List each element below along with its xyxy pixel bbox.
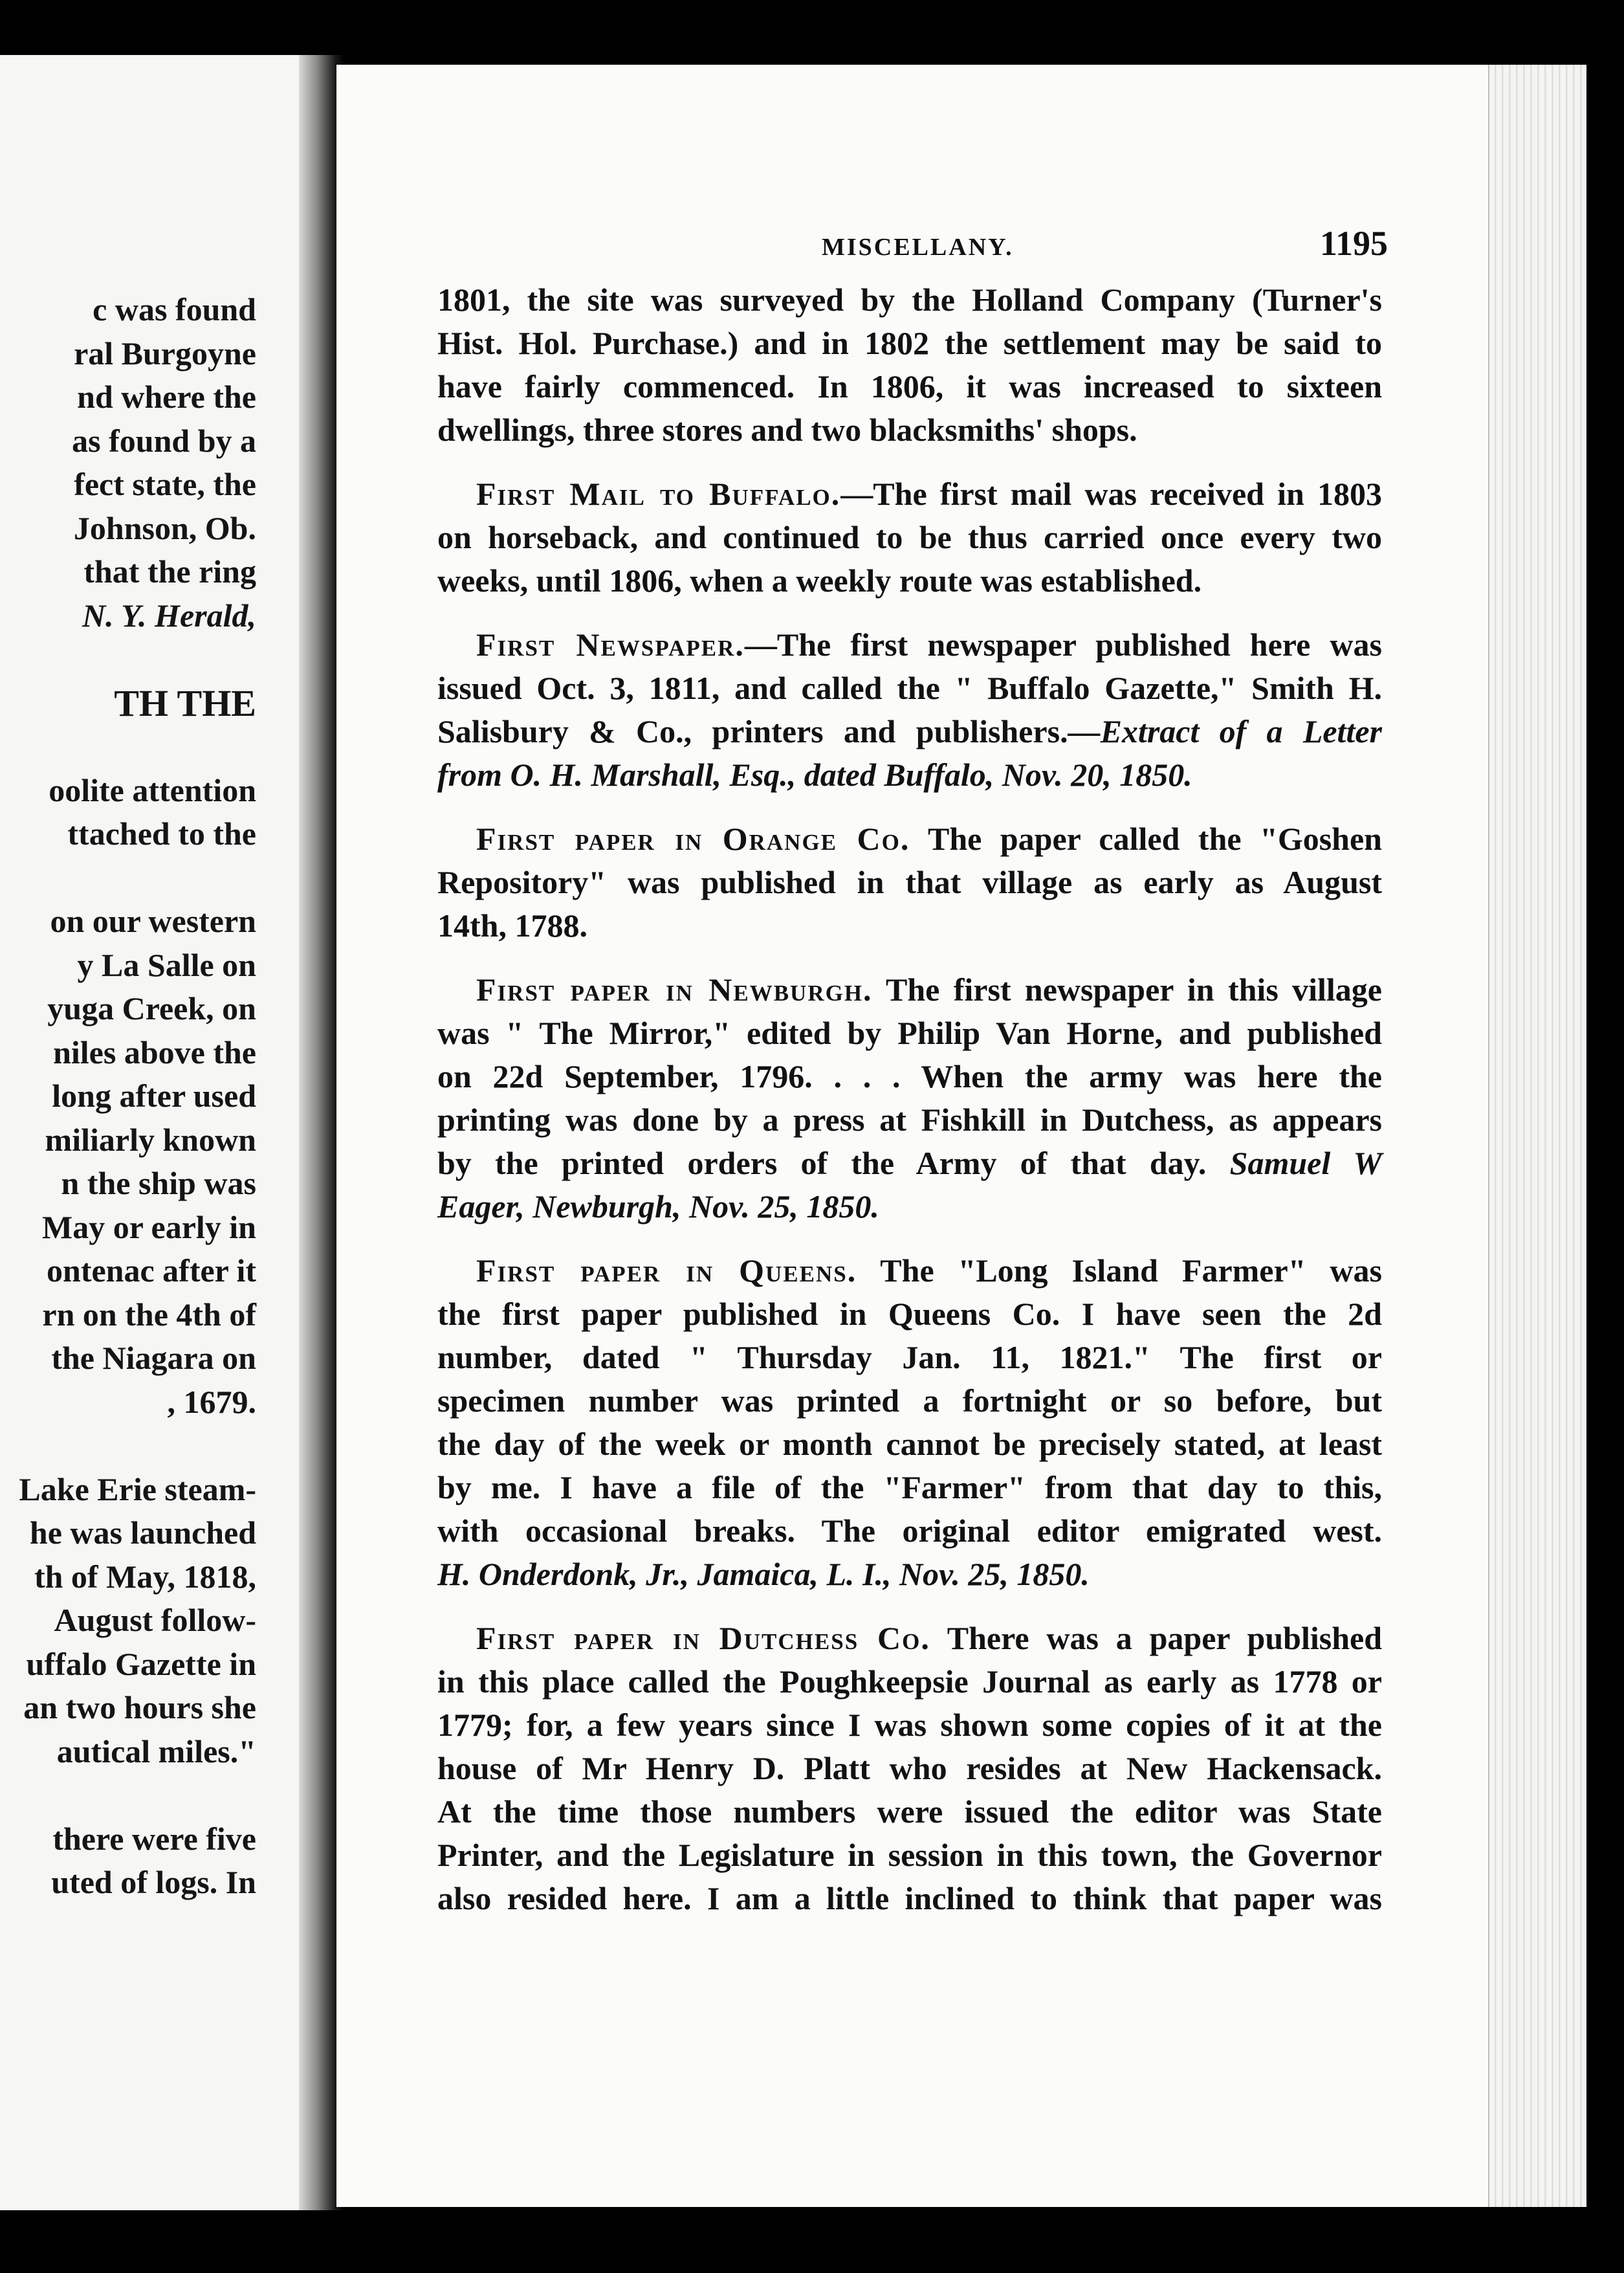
body-text <box>437 278 1382 1941</box>
text-line: First Mail to Buffalo.—The first mail was received in 1803 <box>476 476 1382 512</box>
text-line: First Newspaper.—The first newspaper published here was <box>476 626 1382 663</box>
left-line: autical miles." <box>56 1733 256 1769</box>
text-line: 1779; for, a few years since I was shown some copies of it at the <box>437 1707 1382 1743</box>
paragraph-orange-co <box>437 817 1382 948</box>
left-line: an two hours she <box>23 1689 256 1725</box>
text-line: on horseback, and continued to be thus carried once every two <box>437 519 1382 555</box>
text-line: house of Mr Henry D. Platt who resides at New Hackensack. <box>437 1750 1382 1786</box>
left-line: ral Burgoyne <box>74 335 256 371</box>
text-line: First paper in Dutchess Co. There was a paper published <box>476 1620 1382 1656</box>
text-line: Salisbury & Co., printers and publishers.—Extract of a Letter <box>437 713 1382 749</box>
section-heading: First paper in Queens. <box>476 1252 857 1289</box>
page-number: 1195 <box>1320 224 1388 263</box>
left-line: that the ring <box>83 553 256 590</box>
left-page-text <box>0 288 299 1905</box>
left-line: miliarly known <box>45 1121 256 1158</box>
text-line: First paper in Queens. The "Long Island Farmer" was <box>476 1252 1382 1289</box>
left-line: n the ship was <box>61 1165 256 1201</box>
text-line: in this place called the Poughkeepsie Journal as early as 1778 or <box>437 1663 1382 1700</box>
left-line: y La Salle on <box>77 946 256 983</box>
text-line: from O. H. Marshall, Esq., dated Buffalo, Nov. 20, 1850. <box>437 757 1192 793</box>
paragraph-newburgh <box>437 968 1382 1228</box>
left-line: N. Y. Herald, <box>82 597 256 634</box>
left-line: nd where the <box>77 379 256 415</box>
text-line: 1801, the site was surveyed by the Holland Company (Turner's <box>437 282 1382 318</box>
left-line: fect state, the <box>74 466 256 502</box>
text-line: First paper in Orange Co. The paper called the "Goshen <box>476 821 1382 857</box>
left-line: Johnson, Ob. <box>73 509 256 546</box>
left-line: th of May, 1818, <box>34 1558 256 1595</box>
left-page <box>0 55 299 2210</box>
text-line: First paper in Newburgh. The first newspaper in this village <box>476 971 1382 1008</box>
section-heading: First paper in Newburgh. <box>476 971 873 1008</box>
paragraph-queens <box>437 1249 1382 1596</box>
text-line: weeks, until 1806, when a weekly route was established. <box>437 562 1202 599</box>
left-line: rn on the 4th of <box>42 1296 256 1333</box>
text-line: with occasional breaks. The original editor emigrated west. <box>437 1513 1382 1549</box>
text-line: issued Oct. 3, 1811, and called the " Buffalo Gazette," Smith H. <box>437 670 1382 706</box>
paragraph-first-mail <box>437 472 1382 603</box>
left-line: uted of logs. In <box>51 1864 256 1900</box>
left-line: Lake Erie steam- <box>19 1470 256 1507</box>
section-heading: First Mail to Buffalo. <box>476 476 841 512</box>
section-heading: First paper in Orange Co. <box>476 821 910 857</box>
left-line: long after used <box>52 1078 256 1114</box>
left-line <box>0 1424 299 1468</box>
section-heading: First Newspaper. <box>476 626 745 663</box>
left-line: niles above the <box>53 1034 256 1070</box>
paragraph-dutchess-co <box>437 1617 1382 1920</box>
left-line: there were five <box>52 1820 256 1857</box>
left-line: the Niagara on <box>51 1340 256 1376</box>
page-fore-edge <box>1488 65 1586 2207</box>
left-line <box>0 1773 299 1817</box>
left-line: August follow- <box>54 1602 256 1638</box>
text-line: 14th, 1788. <box>437 907 587 944</box>
text-line: printing was done by a press at Fishkill in Dutchess, as appears <box>437 1102 1382 1138</box>
left-line: , 1679. <box>167 1383 256 1420</box>
left-line: uffalo Gazette in <box>26 1645 256 1682</box>
text-line: the first paper published in Queens Co. I have seen the 2d <box>437 1296 1382 1332</box>
text-line: the day of the week or month cannot be precisely stated, at least <box>437 1426 1382 1462</box>
text-line: Hist. Hol. Purchase.) and in 1802 the settlement may be said to <box>437 325 1382 361</box>
text-line: At the time those numbers were issued the editor was State <box>437 1793 1382 1830</box>
left-line: c was found <box>93 291 256 327</box>
left-line: oolite attention <box>49 771 256 808</box>
paragraph-buffalo-settlement <box>437 278 1382 452</box>
paragraph-first-newspaper <box>437 623 1382 797</box>
text-line: by the printed orders of the Army of that day. Samuel W <box>437 1145 1383 1181</box>
left-heading: TH THE <box>114 682 256 724</box>
left-line: ttached to the <box>67 815 256 852</box>
text-line: Printer, and the Legislature in session in this town, the Governor <box>437 1837 1382 1873</box>
text-line: was " The Mirror," edited by Philip Van Horne, and published <box>437 1015 1382 1051</box>
text-line: have fairly commenced. In 1806, it was increased to sixteen <box>437 368 1382 405</box>
text-line: also resided here. I am a little inclined to think that paper was <box>437 1880 1382 1916</box>
left-line <box>0 856 299 900</box>
left-line: on our western <box>50 903 256 939</box>
left-line: ontenac after it <box>47 1252 256 1289</box>
left-line: yuga Creek, on <box>47 990 256 1026</box>
left-line: he was launched <box>29 1514 256 1551</box>
text-line: number, dated " Thursday Jan. 11, 1821." The first or <box>437 1339 1382 1375</box>
left-line <box>0 725 299 769</box>
text-line: H. Onderdonk, Jr., Jamaica, L. I., Nov. 25, 1850. <box>437 1556 1090 1592</box>
section-heading: First paper in Dutchess Co. <box>476 1620 930 1656</box>
text-line: dwellings, three stores and two blacksmiths' shops. <box>437 412 1137 448</box>
running-head: MISCELLANY. <box>822 234 1014 261</box>
text-line: specimen number was printed a fortnight or so before, but <box>437 1382 1382 1419</box>
text-line: by me. I have a file of the "Farmer" from that day to this, <box>437 1469 1382 1505</box>
left-line <box>0 638 299 682</box>
left-line: May or early in <box>42 1208 256 1245</box>
text-line: Eager, Newburgh, Nov. 25, 1850. <box>437 1188 879 1225</box>
text-line: on 22d September, 1796. . . . When the army was here the <box>437 1058 1382 1094</box>
left-line: as found by a <box>72 422 256 459</box>
text-line: Repository" was published in that village as early as August <box>437 864 1382 900</box>
